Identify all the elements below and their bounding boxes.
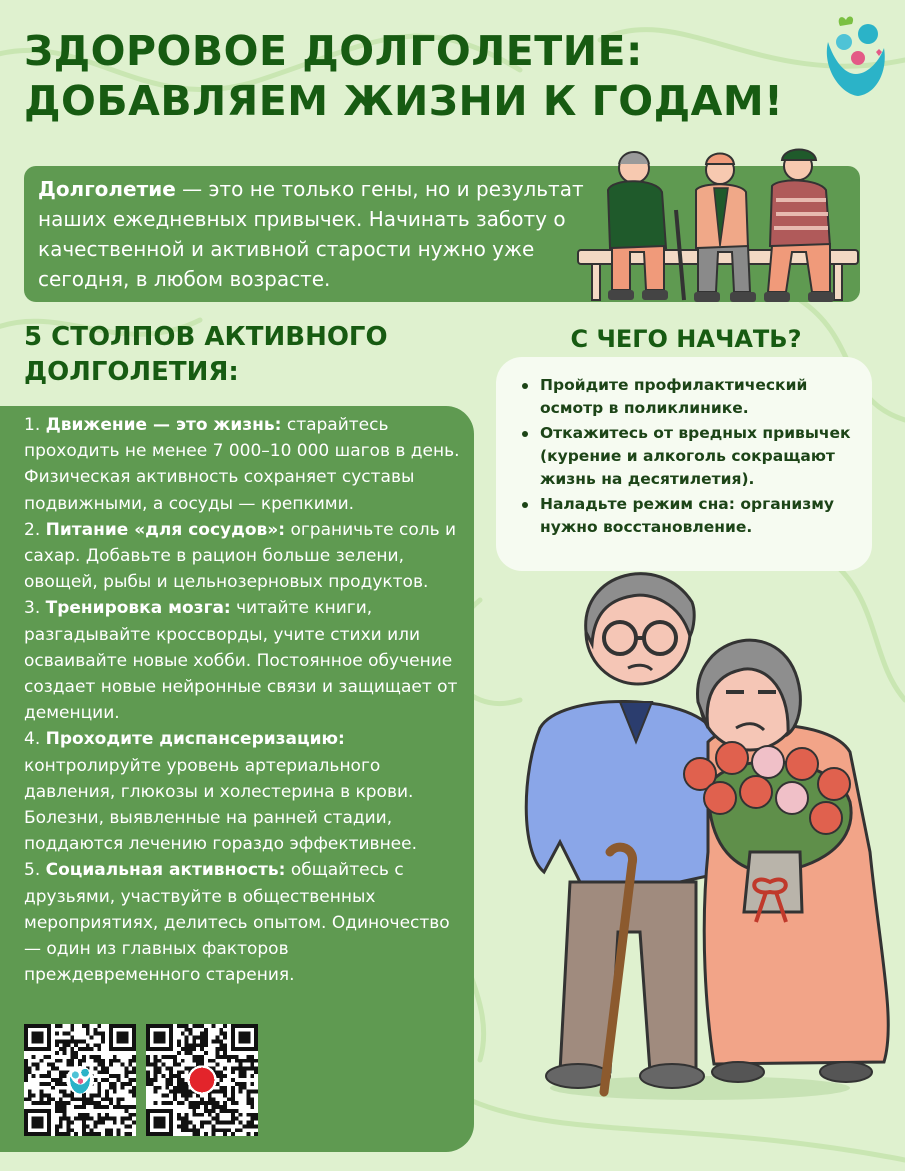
start-item: Пройдите профилактический осмотр в поликлинике. bbox=[518, 374, 858, 420]
pillar-item: 1. Движение — это жизнь: старайтесь проходить не менее 7 000–10 000 шагов в день. Физическая активность сохраняет суставы подвижными, а сосуды — крепкими. bbox=[24, 415, 460, 514]
intro-bold: Долголетие bbox=[38, 177, 176, 201]
start-item: Откажитесь от вредных привычек (курение и алкоголь сокращают жизнь на десятилетия). bbox=[518, 422, 858, 491]
title-line-2: ДОБАВЛЯЕМ ЖИЗНИ К ГОДАМ! bbox=[24, 77, 784, 125]
title-line-1: ЗДОРОВОЕ ДОЛГОЛЕТИЕ: bbox=[24, 27, 643, 75]
bullet-icon bbox=[522, 431, 528, 437]
intro-text bbox=[38, 174, 598, 294]
qr-code-1[interactable] bbox=[24, 1024, 136, 1136]
start-item: Наладьте режим сна: организму нужно восстановление. bbox=[518, 493, 858, 539]
pillars-list bbox=[24, 412, 470, 988]
qr-code-image bbox=[146, 1024, 258, 1136]
pillar-item: 4. Проходите диспансеризацию: контролируйте уровень артериального давления, глюкозы и холестерина в крови. Болезни, выявленные на ранней стадии, поддаются лечению гораздо эффективнее. bbox=[24, 729, 418, 855]
qr-code-2[interactable] bbox=[146, 1024, 258, 1136]
intro-body: — это не только гены, но и результат наших ежедневных привычек. Начинать заботу о качественной и активной старости нужно уже сегодня, в любом возрасте. bbox=[38, 177, 584, 291]
family-logo-icon bbox=[818, 12, 892, 100]
bullet-icon bbox=[522, 383, 528, 389]
pillar-item: 3. Тренировка мозга: читайте книги, разгадывайте кроссворды, учите стихи или осваивайте новые хобби. Постоянное обучение создает новые нейронные связи и защищает от деменции. bbox=[24, 598, 458, 724]
pillar-item: 5. Социальная активность: общайтесь с друзьями, участвуйте в общественных мероприятиях, делитесь опытом. Одиночество — один из главных факторов преждевременного старения. bbox=[24, 860, 450, 986]
seniors-on-bench-illustration bbox=[572, 140, 864, 322]
pillar-item: 2. Питание «для сосудов»: ограничьте соль и сахар. Добавьте в рацион больше зелени, овощей, рыбы и цельнозерновых продуктов. bbox=[24, 519, 457, 593]
pillars-title: 5 СТОЛПОВ АКТИВНОГО ДОЛГОЛЕТИЯ: bbox=[24, 322, 388, 387]
qr-code-image bbox=[24, 1024, 136, 1136]
start-title: С ЧЕГО НАЧАТЬ? bbox=[570, 325, 802, 353]
start-list bbox=[518, 374, 858, 541]
bullet-icon bbox=[522, 502, 528, 508]
page-title bbox=[24, 26, 784, 126]
elderly-couple-illustration bbox=[500, 552, 900, 1104]
